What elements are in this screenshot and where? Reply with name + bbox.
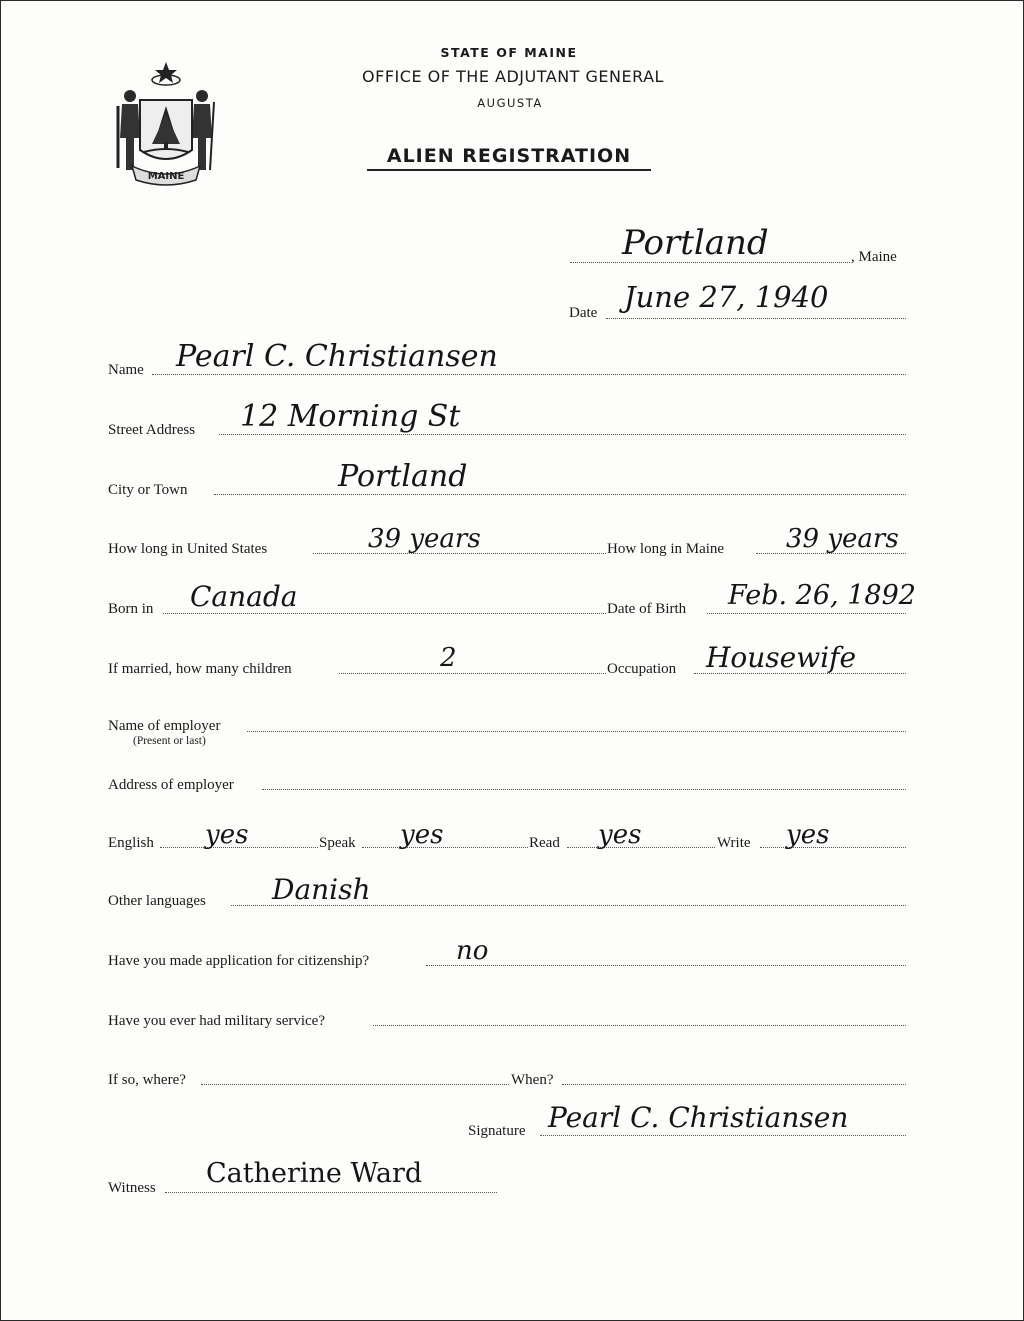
witness-value[interactable]: Catherine Ward [206,1158,423,1189]
signature-label: Signature [468,1123,526,1139]
citizenship-label: Have you made application for citizenship? [108,953,370,969]
form-title: ALIEN REGISTRATION [367,145,651,171]
citizenship-value[interactable]: no [456,936,489,966]
born-in-value[interactable]: Canada [190,580,298,613]
where-line[interactable] [201,1084,509,1085]
city-line [214,494,906,495]
born-in-line [163,613,606,614]
employer-address-label: Address of employer [108,777,234,793]
military-label: Have you ever had military service? [108,1013,325,1029]
employer-sublabel: (Present or last) [133,735,206,747]
other-languages-label: Other languages [108,893,206,909]
date-label: Date [569,305,598,321]
children-line [339,673,606,674]
children-value[interactable]: 2 [440,643,457,673]
speak-value[interactable]: yes [400,820,444,850]
header-office: OFFICE OF THE ADJUTANT GENERAL [362,67,664,86]
employer-address-line[interactable] [262,789,906,790]
signature-value[interactable]: Pearl C. Christiansen [548,1101,849,1134]
name-line [152,374,906,375]
street-value[interactable]: 12 Morning St [240,399,461,434]
birth-date-line [707,613,906,614]
military-line[interactable] [373,1025,906,1026]
witness-label: Witness [108,1180,156,1196]
header-city: AUGUSTA [477,96,543,110]
children-label: If married, how many children [108,661,292,677]
signature-line [540,1135,906,1136]
date-line [606,318,906,319]
date-value[interactable]: June 27, 1940 [624,280,829,314]
speak-label: Speak [319,835,356,851]
svg-text:MAINE: MAINE [147,171,185,182]
write-label: Write [717,835,751,851]
write-value[interactable]: yes [786,820,830,850]
where-label: If so, where? [108,1072,186,1088]
maine-years-label: How long in Maine [607,541,725,557]
citizenship-line [426,965,906,966]
read-label: Read [529,835,560,851]
witness-line [165,1192,497,1193]
street-label: Street Address [108,422,196,438]
born-in-label: Born in [108,601,154,617]
name-value[interactable]: Pearl C. Christiansen [176,339,498,374]
english-label: English [108,835,154,851]
english-value[interactable]: yes [205,820,249,850]
street-line [219,434,906,435]
employer-label: Name of employer [108,718,221,734]
header-state: STATE OF MAINE [440,45,578,60]
employer-line[interactable] [247,731,906,732]
place-value[interactable]: Portland [622,223,769,263]
us-years-value[interactable]: 39 years [368,524,481,554]
place-suffix: , Maine [851,249,897,265]
write-line [760,847,906,848]
read-value[interactable]: yes [598,820,642,850]
other-languages-value[interactable]: Danish [272,873,371,906]
occupation-label: Occupation [607,661,677,677]
birth-date-value[interactable]: Feb. 26, 1892 [728,580,916,611]
speak-line [362,847,528,848]
when-label: When? [511,1072,554,1088]
birth-date-label: Date of Birth [607,601,687,617]
city-value[interactable]: Portland [338,459,468,494]
when-line[interactable] [562,1084,906,1085]
maine-years-value[interactable]: 39 years [786,524,899,554]
city-label: City or Town [108,482,188,498]
us-years-label: How long in United States [108,541,268,557]
occupation-value[interactable]: Housewife [706,641,857,674]
name-label: Name [108,362,144,378]
